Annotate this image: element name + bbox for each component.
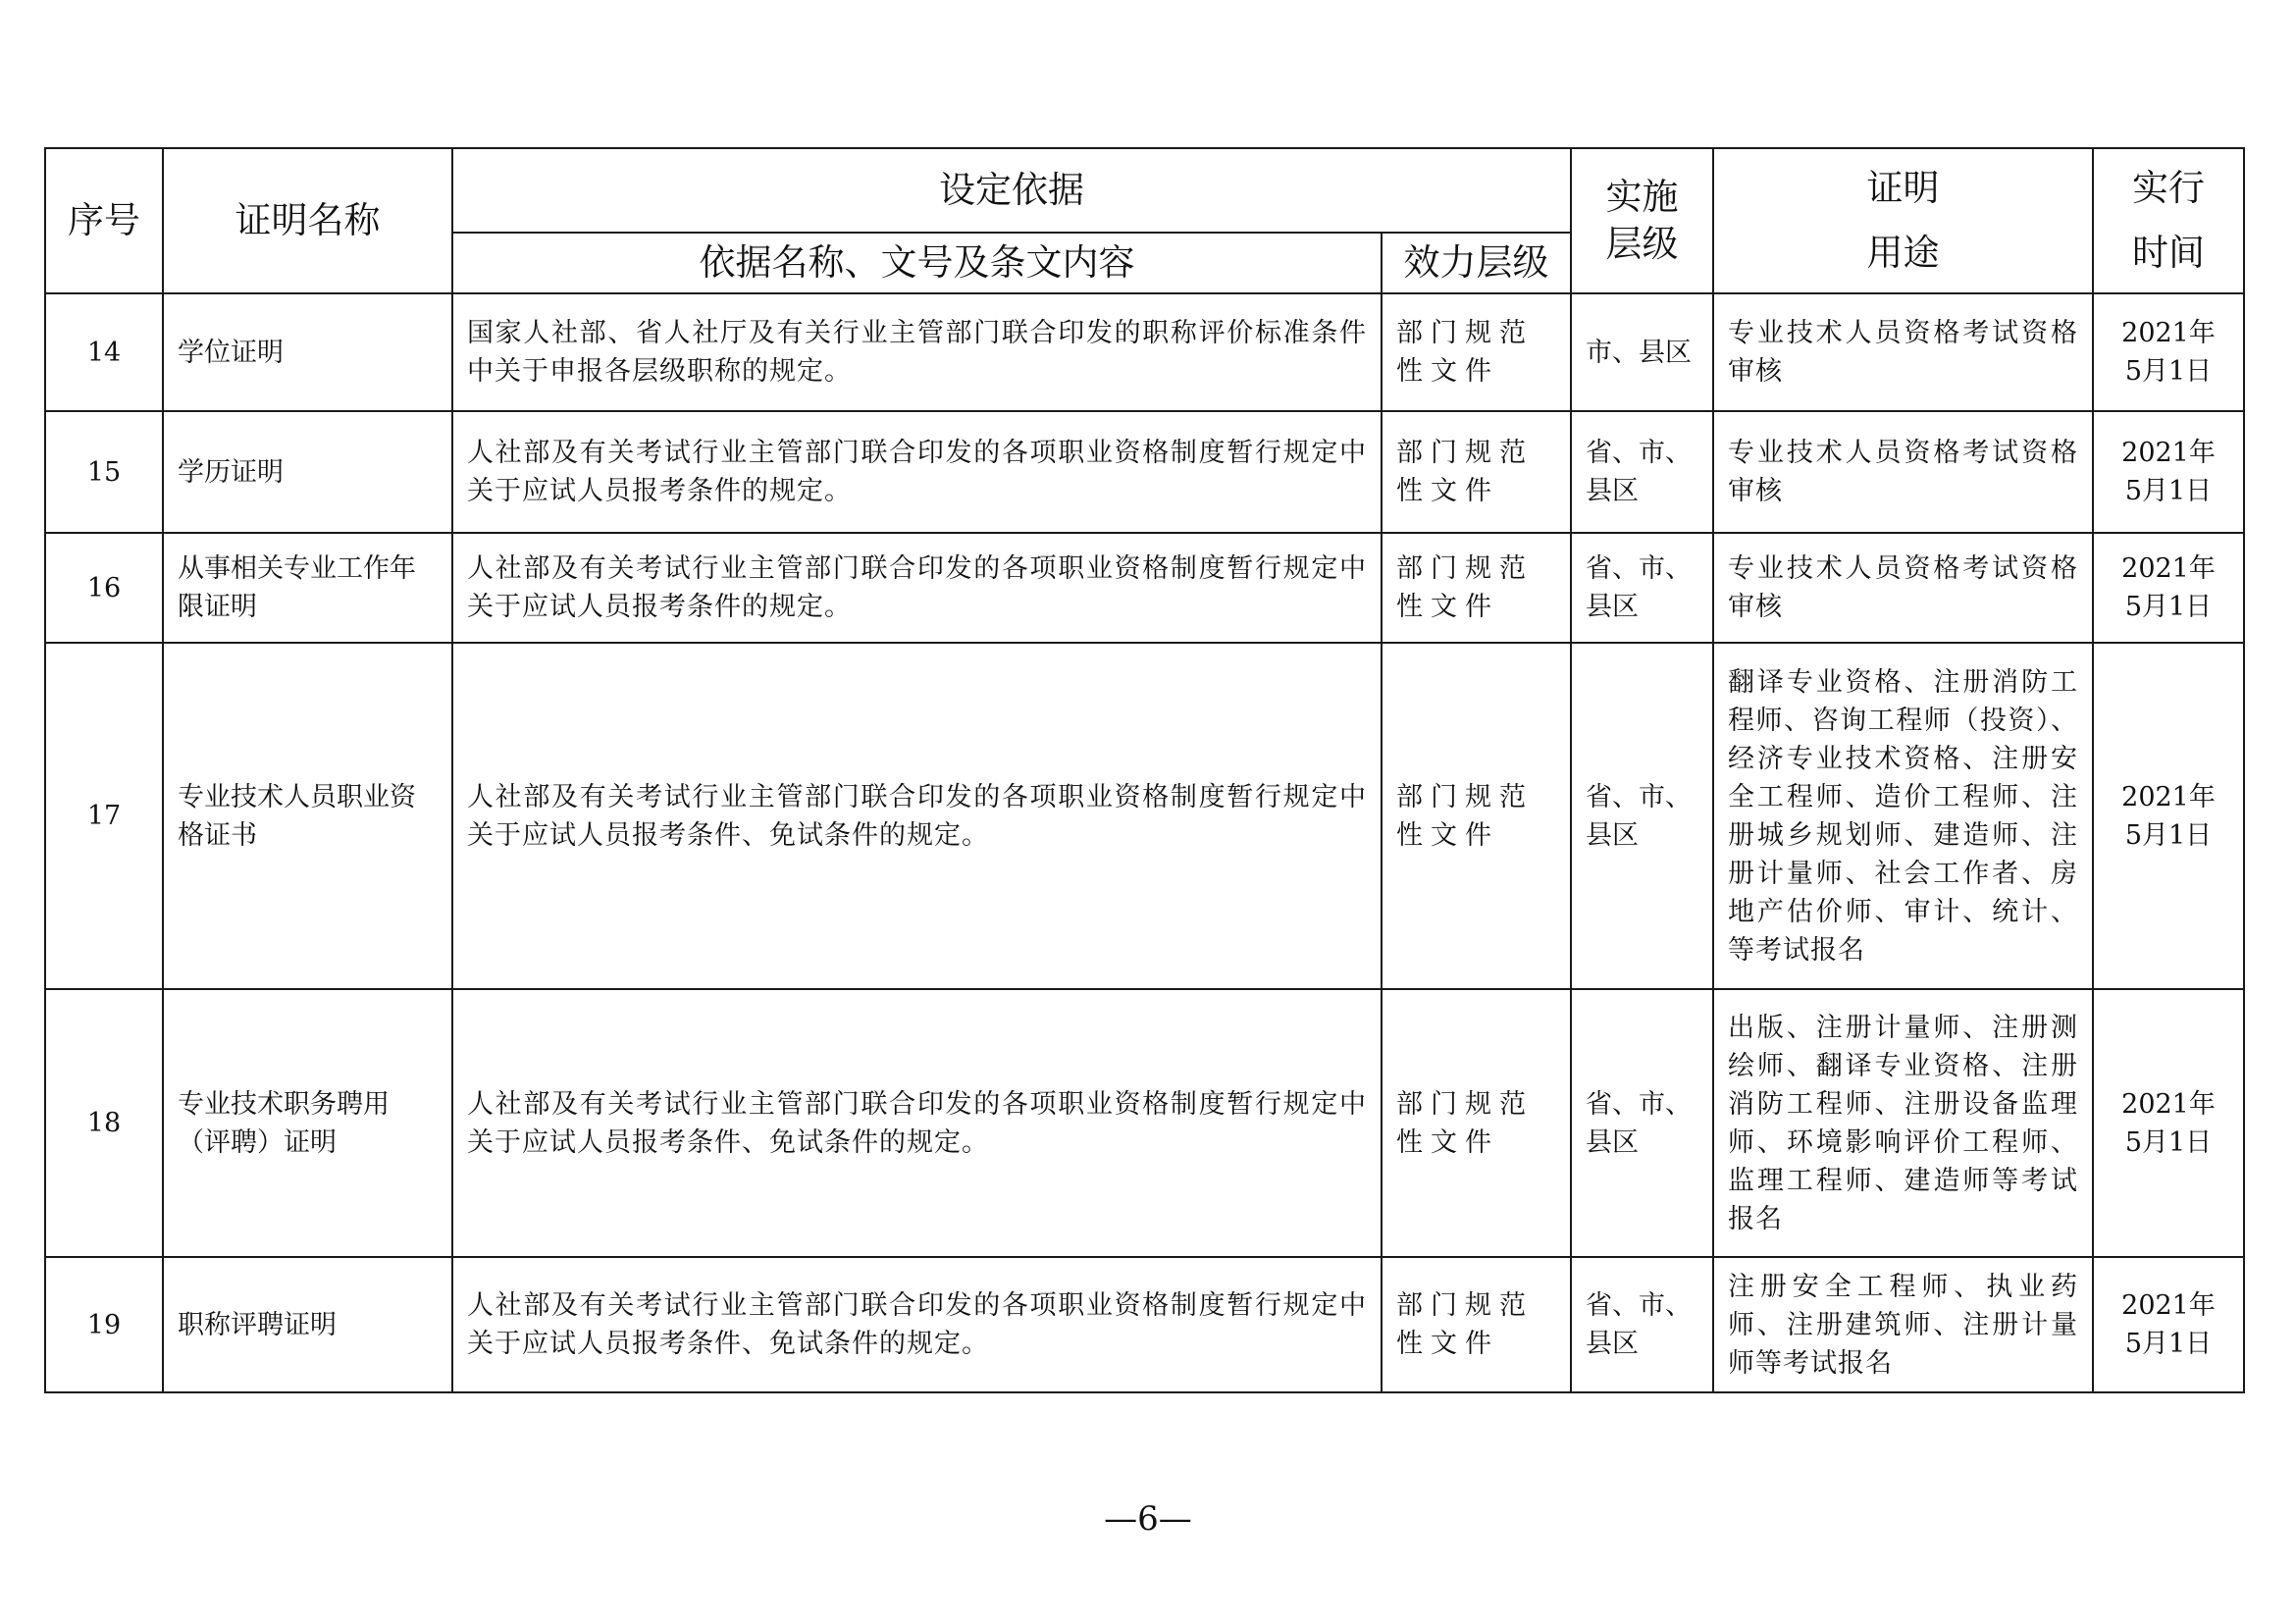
cell-time-year: 2021年 bbox=[2121, 1290, 2216, 1321]
cell-basis: 人社部及有关考试行业主管部门联合印发的各项职业资格制度暂行规定中关于应试人员报考条件的规定。 bbox=[452, 411, 1382, 533]
header-seq: 序号 bbox=[45, 148, 163, 293]
cell-name: 从事相关专业工作年限证明 bbox=[163, 533, 452, 643]
cell-usage: 翻译专业资格、注册消防工程师、咨询工程师（投资）、经济专业技术资格、注册安全工程师、造价工程师、注册城乡规划师、建造师、注册计量师、社会工作者、房地产估价师、审计、统计、等考试报名 bbox=[1713, 643, 2093, 989]
cell-level: 市、县区 bbox=[1571, 293, 1713, 411]
cell-time bbox=[2093, 411, 2244, 533]
header-usage-line1: 证明 bbox=[1866, 166, 1940, 209]
header-name: 证明名称 bbox=[163, 148, 452, 293]
cell-name: 学历证明 bbox=[163, 411, 452, 533]
cell-time-year: 2021年 bbox=[2121, 781, 2216, 812]
header-time-line2: 时间 bbox=[2132, 232, 2205, 274]
header-basis-text: 依据名称、文号及条文内容 bbox=[452, 233, 1382, 293]
header-impl-level-line2: 层级 bbox=[1605, 223, 1679, 265]
cell-name: 职称评聘证明 bbox=[163, 1257, 452, 1392]
cell-effect: 部门规范性文件 bbox=[1382, 411, 1571, 533]
cell-seq: 17 bbox=[45, 643, 163, 989]
cell-name: 专业技术人员职业资格证书 bbox=[163, 643, 452, 989]
cell-level: 省、市、县区 bbox=[1571, 411, 1713, 533]
cell-seq: 19 bbox=[45, 1257, 163, 1392]
cell-effect: 部门规范性文件 bbox=[1382, 533, 1571, 643]
header-effect-level: 效力层级 bbox=[1382, 233, 1571, 293]
cell-level: 省、市、县区 bbox=[1571, 989, 1713, 1257]
header-usage bbox=[1713, 148, 2093, 293]
cell-time bbox=[2093, 989, 2244, 1257]
cell-level: 省、市、县区 bbox=[1571, 533, 1713, 643]
cell-seq: 15 bbox=[45, 411, 163, 533]
cell-effect: 部门规范性文件 bbox=[1382, 293, 1571, 411]
cell-time-year: 2021年 bbox=[2121, 318, 2216, 348]
table-row bbox=[45, 411, 2244, 533]
cell-time bbox=[2093, 293, 2244, 411]
header-impl-level-line1: 实施 bbox=[1605, 175, 1679, 218]
cell-time bbox=[2093, 643, 2244, 989]
cell-time-year: 2021年 bbox=[2121, 438, 2216, 468]
header-row-1 bbox=[45, 148, 2244, 233]
cell-time-date: 5月1日 bbox=[2124, 592, 2213, 622]
cell-time-year: 2021年 bbox=[2121, 553, 2216, 584]
header-impl-level bbox=[1571, 148, 1713, 293]
cell-effect: 部门规范性文件 bbox=[1382, 1257, 1571, 1392]
cell-usage: 出版、注册计量师、注册测绘师、翻译专业资格、注册消防工程师、注册设备监理师、环境影响评价工程师、监理工程师、建造师等考试报名 bbox=[1713, 989, 2093, 1257]
table-row bbox=[45, 533, 2244, 643]
header-time bbox=[2093, 148, 2244, 293]
cell-time-date: 5月1日 bbox=[2124, 476, 2213, 506]
cell-time-date: 5月1日 bbox=[2124, 356, 2213, 387]
cell-name: 专业技术职务聘用（评聘）证明 bbox=[163, 989, 452, 1257]
header-basis-group: 设定依据 bbox=[452, 148, 1571, 233]
header-usage-line2: 用途 bbox=[1866, 232, 1940, 274]
page-number: —6— bbox=[1104, 1499, 1192, 1539]
cell-time-date: 5月1日 bbox=[2124, 819, 2213, 851]
cell-basis: 人社部及有关考试行业主管部门联合印发的各项职业资格制度暂行规定中关于应试人员报考条件、免试条件的规定。 bbox=[452, 643, 1382, 989]
cell-seq: 18 bbox=[45, 989, 163, 1257]
cell-time-year: 2021年 bbox=[2121, 1088, 2216, 1120]
cell-effect: 部门规范性文件 bbox=[1382, 643, 1571, 989]
cell-time-date: 5月1日 bbox=[2124, 1126, 2213, 1158]
header-time-line1: 实行 bbox=[2132, 166, 2205, 209]
cell-seq: 14 bbox=[45, 293, 163, 411]
cell-basis: 人社部及有关考试行业主管部门联合印发的各项职业资格制度暂行规定中关于应试人员报考条件、免试条件的规定。 bbox=[452, 1257, 1382, 1392]
cell-time-date: 5月1日 bbox=[2124, 1329, 2213, 1359]
cell-level: 省、市、县区 bbox=[1571, 643, 1713, 989]
cell-basis: 人社部及有关考试行业主管部门联合印发的各项职业资格制度暂行规定中关于应试人员报考条件的规定。 bbox=[452, 533, 1382, 643]
cell-usage: 专业技术人员资格考试资格审核 bbox=[1713, 293, 2093, 411]
table-row bbox=[45, 293, 2244, 411]
table-row bbox=[45, 989, 2244, 1257]
cell-usage: 注册安全工程师、执业药师、注册建筑师、注册计量师等考试报名 bbox=[1713, 1257, 2093, 1392]
table-row bbox=[45, 643, 2244, 989]
cell-usage: 专业技术人员资格考试资格审核 bbox=[1713, 411, 2093, 533]
table-row bbox=[45, 1257, 2244, 1392]
cell-seq: 16 bbox=[45, 533, 163, 643]
cell-basis: 国家人社部、省人社厅及有关行业主管部门联合印发的职称评价标准条件中关于申报各层级职称的规定。 bbox=[452, 293, 1382, 411]
cell-time bbox=[2093, 1257, 2244, 1392]
cell-name: 学位证明 bbox=[163, 293, 452, 411]
cell-effect: 部门规范性文件 bbox=[1382, 989, 1571, 1257]
cell-basis: 人社部及有关考试行业主管部门联合印发的各项职业资格制度暂行规定中关于应试人员报考条件、免试条件的规定。 bbox=[452, 989, 1382, 1257]
certificate-table bbox=[44, 147, 2245, 1393]
cell-level: 省、市、县区 bbox=[1571, 1257, 1713, 1392]
cell-usage: 专业技术人员资格考试资格审核 bbox=[1713, 533, 2093, 643]
cell-time bbox=[2093, 533, 2244, 643]
